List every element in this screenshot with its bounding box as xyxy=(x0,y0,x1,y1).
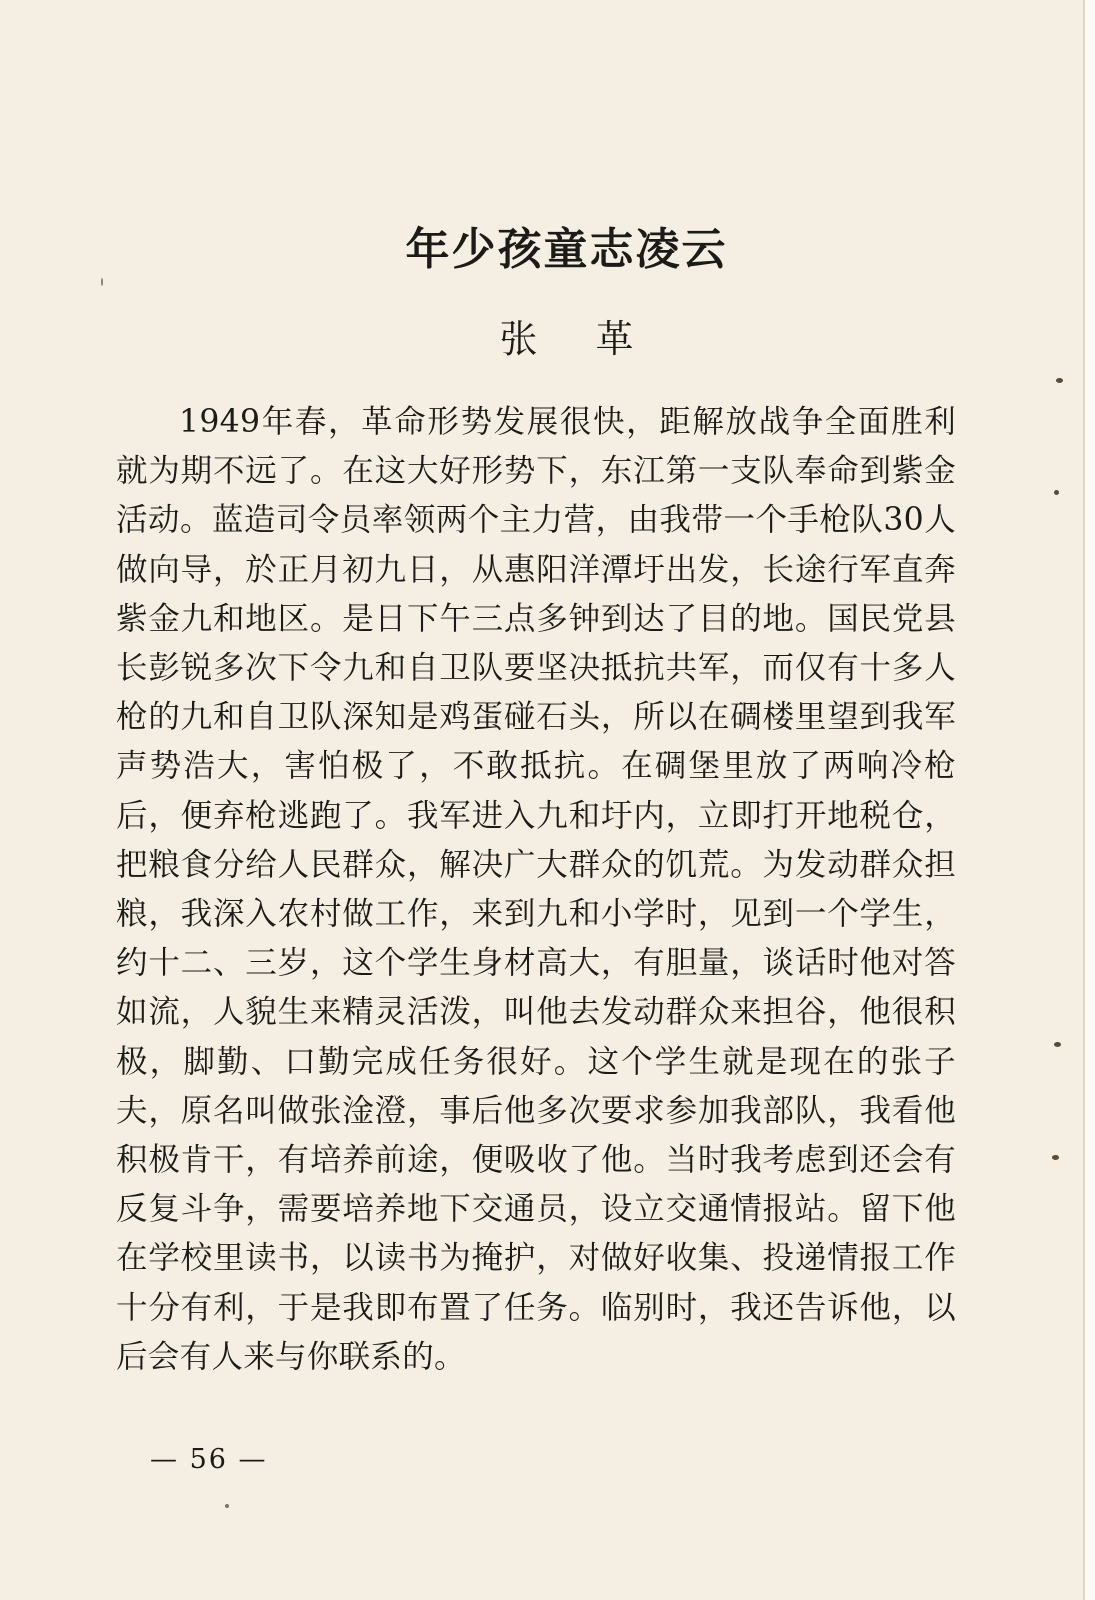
article-title: 年少孩童志凌云 xyxy=(405,224,728,275)
paper-speck xyxy=(1054,490,1059,495)
article-author: 张革 xyxy=(499,317,692,361)
paper-speck xyxy=(1054,1042,1061,1047)
page-edge xyxy=(1085,0,1095,1600)
paper-speck xyxy=(1052,1155,1059,1160)
paper-speck xyxy=(1056,378,1063,383)
page-number: — 56 — xyxy=(150,1444,268,1475)
paper-speck xyxy=(101,278,103,286)
article-body: 1949年春，革命形势发展很快，距解放战争全面胜利就为期不远了。在这大好形势下，东江第一支队奉命到紫金活动。蓝造司令员率领两个主力营，由我带一个手枪队30人做向导，於正月初九日，从惠阳洋潭圩出发，长途行军直奔紫金九和地区。是日下午三点多钟到达了目的地。国民党县长彭锐多次下令九和自卫队要坚决抵抗共军，而仅有十多人枪的九和自卫队深知是鸡蛋碰石头，所以在碉楼里望到我军声势浩大，害怕极了，不敢抵抗。在碉堡里放了两响冷枪后，便弃枪逃跑了。我军进入九和圩内，立即打开地税仓，把粮食分给人民群众，解决广大群众的饥荒。为发动群众担粮，我深入农村做工作，来到九和小学时，见到一个学生，约十二、三岁，这个学生身材高大，有胆量，谈话时他对答如流，人貌生来精灵活泼，叫他去发动群众来担谷，他很积极，脚勤、口勤完成任务很好。这个学生就是现在的张子夫，原名叫做张淦澄，事后他多次要求参加我部队，我看他积极肯干，有培养前途，便吸收了他。当时我考虑到还会有反复斗争，需要培养地下交通员，设立交通情报站。留下他在学校里读书，以读书为掩护，对做好收集、投递情报工作十分有利，于是我即布置了任务。临别时，我还告诉他，以后会有人来与你联系的。 xyxy=(116,404,956,1375)
paper-speck xyxy=(225,1504,229,1508)
